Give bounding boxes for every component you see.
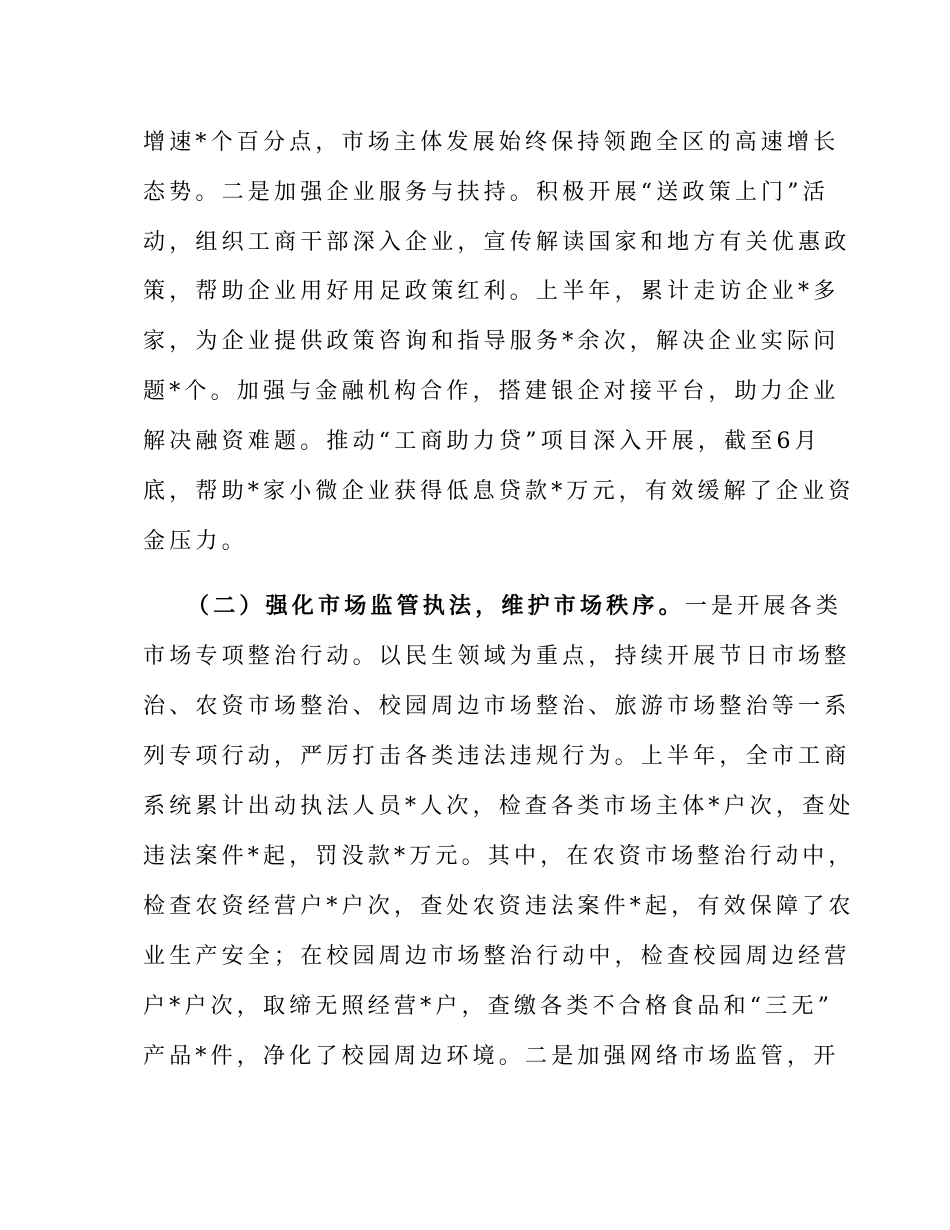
paragraph-line: 市场专项整治行动。以民生领域为重点，持续开展节日市场整 [143, 644, 851, 669]
paragraph-line: 列专项行动，严厉打击各类违法违规行为。上半年，全市工商 [143, 744, 851, 769]
section-heading: （二）强化市场监管执法，维护市场秩序。 [187, 594, 685, 619]
paragraph-line: 违法案件*起，罚没款*万元。其中，在农资市场整治行动中， [143, 844, 855, 869]
paragraph-line: 治、农资市场整治、校园周边市场整治、旅游市场整治等一系 [143, 694, 851, 719]
paragraph-line: 解决融资难题。推动“工商助力贷”项目深入开展，截至6月 [143, 429, 821, 454]
paragraph-line: 策，帮助企业用好用足政策红利。上半年，累计走访企业*多 [143, 279, 840, 304]
paragraph-line: 题*个。加强与金融机构合作，搭建银企对接平台，助力企业 [143, 379, 840, 404]
section-heading-rest: 一是开展各类 [684, 594, 843, 619]
paragraph-line: 户*户次，取缔无照经营*户，查缴各类不合格食品和“三无” [143, 994, 834, 1019]
paragraph-line: 检查农资经营户*户次，查处农资违法案件*起，有效保障了农 [143, 894, 855, 919]
section-heading-line [187, 591, 842, 623]
paragraph-line: 增速*个百分点，市场主体发展始终保持领跑全区的高速增长 [143, 130, 840, 155]
paragraph-line: 底，帮助*家小微企业获得低息贷款*万元，有效缓解了企业资 [143, 479, 855, 504]
paragraph-line: 系统累计出动执法人员*人次，检查各类市场主体*户次，查处 [143, 794, 855, 819]
paragraph-line: 态势。二是加强企业服务与扶持。积极开展“送政策上门”活 [143, 180, 829, 205]
paragraph-line: 产品*件，净化了校园周边环境。二是加强网络市场监管，开 [143, 1044, 840, 1069]
paragraph-line: 金压力。 [143, 529, 248, 554]
paragraph-line: 家，为企业提供政策咨询和指导服务*余次，解决企业实际问 [143, 329, 840, 354]
paragraph-line: 业生产安全；在校园周边市场整治行动中，检查校园周边经营 [143, 944, 851, 969]
paragraph-line: 动，组织工商干部深入企业，宣传解读国家和地方有关优惠政 [143, 230, 851, 255]
